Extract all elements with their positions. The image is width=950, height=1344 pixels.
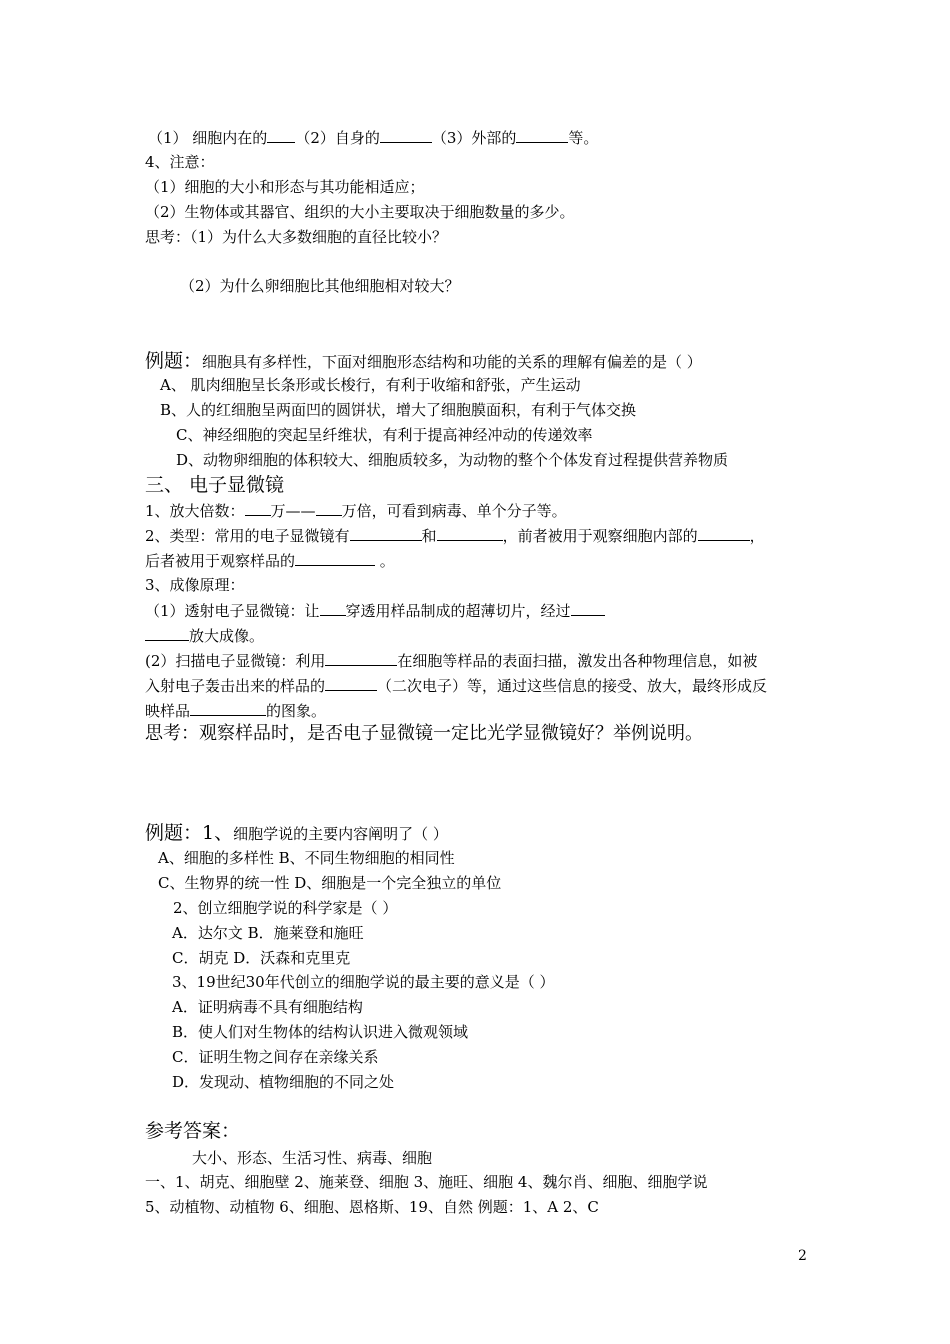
answer-line: 一、1、胡克、细胞壁 2、施莱登、细胞 3、施旺、细胞 4、魏尔肖、细胞、细胞学说 bbox=[145, 1173, 708, 1191]
text: 等。 bbox=[568, 129, 599, 147]
blank[interactable] bbox=[516, 127, 568, 143]
fill-in-line bbox=[145, 650, 757, 671]
subheading: 3、成像原理： bbox=[145, 576, 245, 594]
text: 1、放大倍数： bbox=[145, 502, 245, 520]
blank[interactable] bbox=[571, 600, 605, 616]
text: （1）透射电子显微镜：让 bbox=[145, 602, 320, 620]
blank[interactable] bbox=[437, 525, 503, 541]
example-label: 例题： bbox=[145, 350, 203, 372]
answer-heading: 参考答案： bbox=[145, 1120, 241, 1142]
question: 3、19世纪30年代创立的细胞学说的最主要的意义是（ ） bbox=[172, 973, 555, 991]
fill-in-line bbox=[145, 700, 326, 721]
blank[interactable] bbox=[190, 700, 266, 716]
text: 穿透用样品制成的超薄切片，经过 bbox=[345, 602, 571, 620]
text: 和 bbox=[421, 527, 437, 545]
blank[interactable] bbox=[245, 500, 271, 516]
blank[interactable] bbox=[325, 675, 377, 691]
blank[interactable] bbox=[316, 500, 342, 516]
text: （2）自身的 bbox=[295, 129, 380, 147]
option: D．发现动、植物细胞的不同之处 bbox=[172, 1073, 395, 1091]
text: (2）扫描电子显微镜：利用 bbox=[145, 652, 326, 670]
fill-in-line bbox=[145, 625, 264, 646]
answer-line: 5、动植物、动植物 6、细胞、恩格斯、19、自然 例题：1、A 2、C bbox=[145, 1198, 599, 1216]
option: A、细胞的多样性 B、不同生物细胞的相同性 bbox=[158, 849, 455, 867]
option: D、动物卵细胞的体积较大、细胞质较多，为动物的整个个体发育过程提供营养物质 bbox=[176, 451, 729, 469]
text: （二次电子）等，通过这些信息的接受、放大，最终形成反 bbox=[377, 677, 768, 695]
option: A．证明病毒不具有细胞结构 bbox=[172, 998, 363, 1016]
text: 细胞学说的主要内容阐明了（ ） bbox=[233, 825, 448, 843]
option: B、人的红细胞呈两面凹的圆饼状，增大了细胞膜面积，有利于气体交换 bbox=[160, 401, 637, 419]
question: 2、创立细胞学说的科学家是（ ） bbox=[173, 899, 398, 917]
blank[interactable] bbox=[380, 127, 432, 143]
option: C．胡克 D．沃森和克里克 bbox=[172, 949, 351, 967]
blank[interactable] bbox=[698, 525, 750, 541]
text: 映样品 bbox=[145, 702, 191, 720]
text: 万—— bbox=[270, 502, 316, 520]
answer-line: 大小、形态、生活习性、病毒、细胞 bbox=[192, 1149, 433, 1167]
option: B．使人们对生物体的结构认识进入微观领域 bbox=[172, 1023, 469, 1041]
think-question: 思考：观察样品时，是否电子显微镜一定比光学显微镜好？举例说明。 bbox=[145, 723, 703, 744]
heading-note: 4、注意： bbox=[145, 153, 215, 171]
blank[interactable] bbox=[145, 625, 189, 641]
text: 后者被用于观察样品的 bbox=[145, 552, 296, 570]
example-question bbox=[145, 351, 702, 372]
think-question: 思考：（1）为什么大多数细胞的直径比较小？ bbox=[145, 228, 448, 246]
text: （3）外部的 bbox=[431, 129, 517, 147]
text: （1） 细胞内在的 bbox=[148, 129, 268, 147]
blank[interactable] bbox=[320, 600, 346, 616]
option: C、生物界的统一性 D、细胞是一个完全独立的单位 bbox=[158, 874, 502, 892]
think-question: （2）为什么卵细胞比其他细胞相对较大？ bbox=[180, 277, 460, 295]
blank[interactable] bbox=[325, 650, 397, 666]
option: C、神经细胞的突起呈纤维状，有利于提高神经冲动的传递效率 bbox=[176, 426, 593, 444]
text: 。 bbox=[375, 552, 395, 570]
text: 的图象。 bbox=[266, 702, 327, 720]
note-item: （2）生物体或其器官、组织的大小主要取决于细胞数量的多少。 bbox=[145, 203, 575, 221]
option: A．达尔文 B．施莱登和施旺 bbox=[172, 924, 364, 942]
text: 细胞具有多样性，下面对细胞形态结构和功能的关系的理解有偏差的是（ ） bbox=[202, 353, 702, 371]
page-number: 2 bbox=[798, 1248, 807, 1264]
text: 万倍，可看到病毒、单个分子等。 bbox=[341, 502, 567, 520]
example-label: 例题：1、 bbox=[145, 822, 234, 844]
fill-in-line bbox=[145, 600, 605, 621]
text: 在细胞等样品的表面扫描，激发出各种物理信息，如被 bbox=[397, 652, 758, 670]
blank[interactable] bbox=[350, 525, 422, 541]
fill-in-line bbox=[148, 127, 598, 148]
section-heading: 三、 电子显微镜 bbox=[145, 474, 285, 496]
option: C．证明生物之间存在亲缘关系 bbox=[172, 1048, 379, 1066]
text: ，前者被用于观察细胞内部的 bbox=[502, 527, 698, 545]
fill-in-line bbox=[145, 525, 765, 546]
example-question bbox=[145, 823, 448, 844]
fill-in-line bbox=[145, 500, 567, 521]
text: 2、类型：常用的电子显微镜有 bbox=[145, 527, 350, 545]
note-item: （1）细胞的大小和形态与其功能相适应； bbox=[145, 178, 425, 196]
text: ， bbox=[749, 527, 765, 545]
blank[interactable] bbox=[295, 550, 375, 566]
text: 入射电子轰击出来的样品的 bbox=[145, 677, 326, 695]
text: 放大成像。 bbox=[189, 627, 265, 645]
blank[interactable] bbox=[267, 127, 295, 143]
option: A、 肌肉细胞呈长条形或长梭行，有利于收缩和舒张，产生运动 bbox=[160, 376, 581, 394]
fill-in-line bbox=[145, 675, 767, 696]
fill-in-line bbox=[145, 550, 395, 571]
